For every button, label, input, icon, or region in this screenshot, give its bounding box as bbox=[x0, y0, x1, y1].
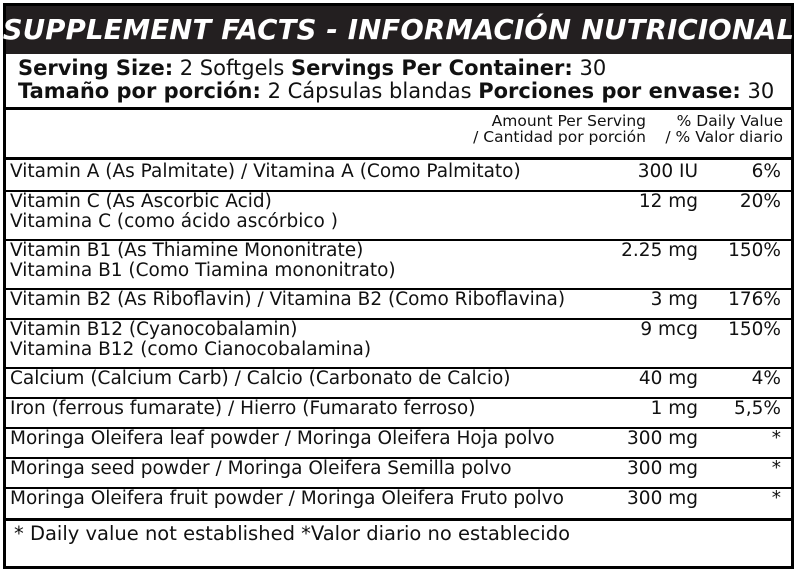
serving-info bbox=[18, 57, 785, 103]
nutrient-name-line: Vitamina B1 (Como Tiamina mononitrato) bbox=[10, 260, 396, 281]
nutrient-daily-value: * bbox=[771, 488, 781, 509]
nutrient-amount: 2.25 mg bbox=[621, 240, 698, 261]
serving-line-es bbox=[18, 80, 785, 103]
nutrient-amount: 300 mg bbox=[627, 488, 698, 509]
divider-thick bbox=[6, 107, 791, 110]
serving-label: Tamaño por porción: bbox=[18, 79, 261, 103]
serving-value: 30 bbox=[740, 79, 775, 103]
serving-value: 2 Cápsulas blandas bbox=[260, 79, 479, 103]
nutrient-name bbox=[10, 369, 511, 389]
nutrient-row bbox=[6, 241, 791, 288]
divider-thick bbox=[6, 518, 791, 521]
serving-label: Serving Size: bbox=[18, 56, 174, 80]
nutrient-row bbox=[6, 192, 791, 239]
nutrient-row bbox=[6, 369, 791, 397]
serving-label: Servings Per Container: bbox=[290, 56, 573, 80]
nutrient-amount: 1 mg bbox=[650, 398, 698, 419]
serving-line-en bbox=[18, 57, 785, 80]
nutrient-name-line: Moringa Oleifera leaf powder / Moringa Oleifera Hoja polvo bbox=[10, 428, 555, 449]
nutrient-name-line: Vitamin B1 (As Thiamine Mononitrate) bbox=[10, 240, 364, 261]
nutrient-amount: 300 mg bbox=[627, 458, 698, 479]
supplement-facts-panel bbox=[3, 3, 794, 569]
nutrient-row bbox=[6, 459, 791, 487]
nutrient-row bbox=[6, 399, 791, 427]
nutrient-daily-value: * bbox=[771, 428, 781, 449]
divider-thick bbox=[6, 157, 791, 160]
nutrient-name-line: Moringa seed powder / Moringa Oleifera Semilla polvo bbox=[10, 458, 512, 479]
amount-column-header bbox=[473, 113, 646, 145]
footnote: * Daily value not established *Valor diario no establecido bbox=[14, 522, 571, 545]
nutrient-daily-value: 176% bbox=[728, 289, 781, 310]
amount-header-en: Amount Per Serving bbox=[491, 112, 646, 130]
nutrient-amount: 300 IU bbox=[637, 161, 698, 182]
nutrient-row bbox=[6, 290, 791, 318]
nutrient-amount: 40 mg bbox=[638, 368, 698, 389]
nutrient-row bbox=[6, 429, 791, 457]
panel-title: SUPPLEMENT FACTS - INFORMACIÓN NUTRICIONAL bbox=[6, 6, 791, 54]
nutrient-daily-value: 5,5% bbox=[734, 398, 781, 419]
serving-value: 2 Softgels bbox=[173, 56, 291, 80]
nutrient-name bbox=[10, 399, 475, 419]
nutrient-name-line: Vitamin C (As Ascorbic Acid) bbox=[10, 191, 272, 212]
nutrient-amount: 300 mg bbox=[627, 428, 698, 449]
nutrient-name-line: Iron (ferrous fumarate) / Hierro (Fumarato ferroso) bbox=[10, 398, 476, 419]
amount-header-es: / Cantidad por porción bbox=[473, 128, 646, 146]
nutrient-name-line: Moringa Oleifera fruit powder / Moringa Oleifera Fruto polvo bbox=[10, 488, 564, 509]
nutrient-name-line: Vitamina C (como ácido ascórbico ) bbox=[10, 211, 338, 232]
nutrient-name-line: Calcium (Calcium Carb) / Calcio (Carbonato de Calcio) bbox=[10, 368, 511, 389]
nutrient-row bbox=[6, 162, 791, 190]
nutrient-daily-value: 150% bbox=[728, 319, 781, 340]
nutrient-amount: 12 mg bbox=[638, 191, 698, 212]
nutrient-name bbox=[10, 162, 521, 182]
serving-label: Porciones por envase: bbox=[478, 79, 741, 103]
nutrient-daily-value: 150% bbox=[728, 240, 781, 261]
nutrient-name bbox=[10, 192, 338, 232]
dv-header-en: % Daily Value bbox=[676, 112, 783, 130]
nutrient-amount: 9 mcg bbox=[640, 319, 698, 340]
nutrient-daily-value: 20% bbox=[739, 191, 781, 212]
nutrient-daily-value: 6% bbox=[751, 161, 781, 182]
nutrient-name bbox=[10, 320, 371, 360]
nutrient-daily-value: 4% bbox=[751, 368, 781, 389]
nutrient-name-line: Vitamina B12 (como Cianocobalamina) bbox=[10, 339, 372, 360]
dv-header-es: / % Valor diario bbox=[665, 128, 783, 146]
serving-value: 30 bbox=[572, 56, 607, 80]
nutrient-amount: 3 mg bbox=[650, 289, 698, 310]
nutrient-name-line: Vitamin B12 (Cyanocobalamin) bbox=[10, 319, 298, 340]
nutrient-row bbox=[6, 320, 791, 367]
nutrient-name-line: Vitamin B2 (As Riboflavin) / Vitamina B2 (Como Riboflavina) bbox=[10, 289, 566, 310]
nutrient-name bbox=[10, 489, 564, 509]
nutrient-daily-value: * bbox=[771, 458, 781, 479]
nutrient-name bbox=[10, 241, 396, 281]
nutrient-name bbox=[10, 429, 555, 449]
daily-value-column-header bbox=[665, 113, 783, 145]
nutrient-row bbox=[6, 489, 791, 517]
nutrient-name bbox=[10, 459, 512, 479]
nutrient-name bbox=[10, 290, 565, 310]
nutrient-name-line: Vitamin A (As Palmitate) / Vitamina A (Como Palmitato) bbox=[10, 161, 521, 182]
